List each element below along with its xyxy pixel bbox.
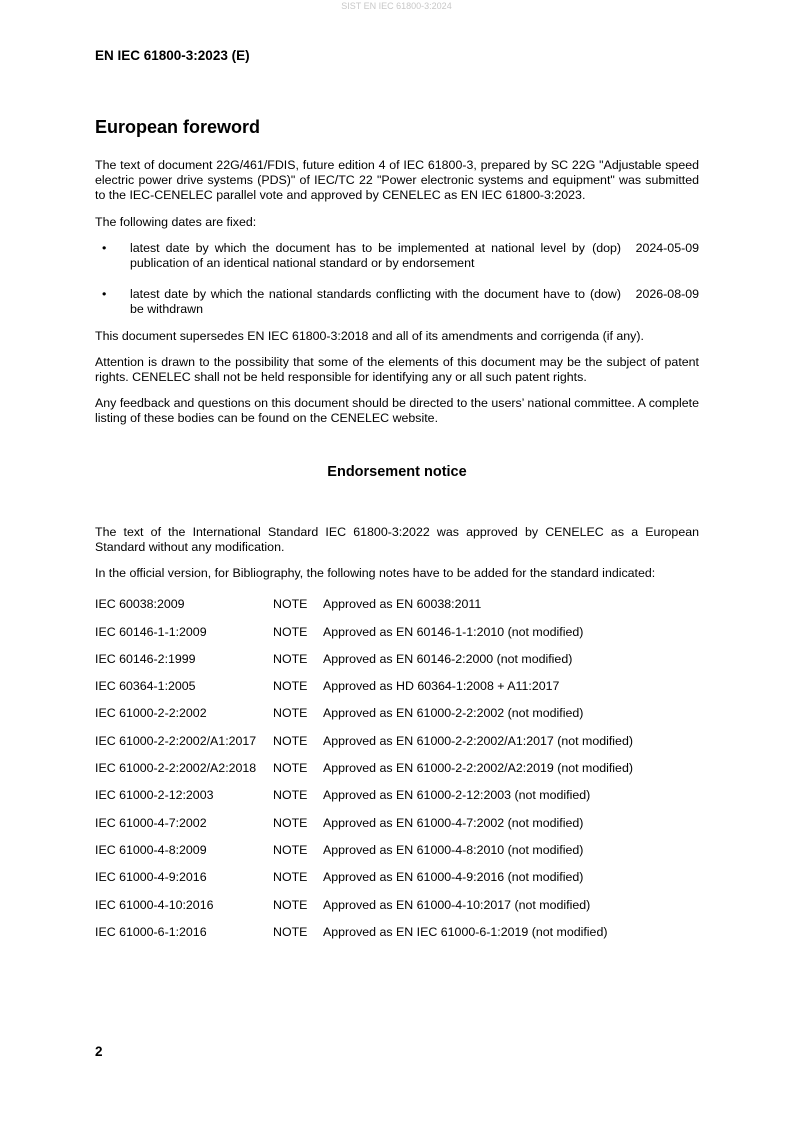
- note-standard: IEC 61000-4-10:2016: [95, 897, 214, 912]
- note-label: NOTE: [273, 842, 308, 857]
- note-row: [95, 679, 699, 706]
- note-text: Approved as EN 61000-4-8:2010 (not modified): [323, 842, 584, 857]
- note-label: NOTE: [273, 897, 308, 912]
- note-text: Approved as EN 61000-4-9:2016 (not modified): [323, 870, 584, 885]
- note-standard: IEC 60146-2:1999: [95, 651, 196, 666]
- note-row: [95, 816, 699, 843]
- note-row: [95, 925, 699, 952]
- document-id: EN IEC 61800-3:2023 (E): [95, 48, 250, 63]
- date-tag: (dop): [592, 240, 621, 255]
- bullet-icon: •: [102, 240, 107, 255]
- date-value: 2024-05-09: [635, 240, 699, 255]
- note-standard: IEC 61000-4-7:2002: [95, 815, 207, 830]
- note-label: NOTE: [273, 651, 308, 666]
- endorsement-title: Endorsement notice: [327, 463, 467, 480]
- list-item: [95, 241, 699, 271]
- watermark: SIST EN IEC 61800-3:2024: [341, 1, 452, 11]
- note-standard: IEC 60364-1:2005: [95, 679, 196, 694]
- note-text: Approved as EN 60038:2011: [323, 597, 482, 612]
- page-content: [95, 116, 699, 952]
- note-standard: IEC 61000-4-9:2016: [95, 870, 207, 885]
- date-description: latest date by which the national standards conflicting with the document have to be withdrawn: [130, 287, 585, 317]
- bibliography-intro-paragraph: In the official version, for Bibliography, the following notes have to be added for the standard indicated:: [95, 566, 656, 581]
- note-label: NOTE: [273, 624, 308, 639]
- note-row: [95, 870, 699, 897]
- feedback-paragraph: Any feedback and questions on this document should be directed to the users’ national committee. A complete listing of these bodies can be found on the CENELEC website.: [95, 396, 699, 426]
- note-row: [95, 625, 699, 652]
- note-row: [95, 788, 699, 815]
- patent-notice-paragraph: Attention is drawn to the possibility that some of the elements of this document may be the subject of patent rights. CENELEC shall not be held responsible for identifying any or all such patent rights.: [95, 354, 699, 385]
- note-label: NOTE: [273, 733, 308, 748]
- note-label: NOTE: [273, 679, 308, 694]
- note-standard: IEC 60038:2009: [95, 597, 185, 612]
- dates-list: [95, 241, 699, 318]
- note-row: [95, 597, 699, 624]
- note-text: Approved as EN 61000-2-2:2002 (not modified): [323, 706, 584, 721]
- note-label: NOTE: [273, 706, 308, 721]
- date-value: 2026-08-09: [635, 287, 699, 302]
- dates-intro-paragraph: The following dates are fixed:: [95, 214, 257, 229]
- note-label: NOTE: [273, 924, 308, 939]
- note-label: NOTE: [273, 815, 308, 830]
- supersedes-paragraph: This document supersedes EN IEC 61800-3:2018 and all of its amendments and corrigenda (if any).: [95, 328, 644, 343]
- note-label: NOTE: [273, 870, 308, 885]
- note-standard: IEC 61000-4-8:2009: [95, 842, 207, 857]
- bullet-icon: •: [102, 287, 107, 302]
- note-row: [95, 652, 699, 679]
- bibliography-notes-list: [95, 597, 699, 952]
- note-standard: IEC 61000-2-2:2002/A1:2017: [95, 733, 257, 748]
- date-description: latest date by which the document has to be implemented at national level by publication of an identical national standard or by endorsement: [130, 240, 585, 271]
- list-item: [95, 287, 699, 317]
- note-text: Approved as EN 61000-2-2:2002/A1:2017 (not modified): [323, 733, 633, 748]
- date-tag: (dow): [590, 287, 621, 302]
- note-standard: IEC 61000-2-2:2002/A2:2018: [95, 761, 257, 776]
- note-row: [95, 734, 699, 761]
- note-label: NOTE: [273, 761, 308, 776]
- endorsement-intro-paragraph: The text of the International Standard IEC 61800-3:2022 was approved by CENELEC as a European Standard without any modification.: [95, 524, 699, 554]
- note-label: NOTE: [273, 597, 308, 612]
- note-label: NOTE: [273, 788, 308, 803]
- note-text: Approved as EN 60146-2:2000 (not modified): [323, 651, 573, 666]
- page-number: 2: [95, 1044, 103, 1059]
- note-row: [95, 761, 699, 788]
- note-text: Approved as EN IEC 61000-6-1:2019 (not modified): [323, 924, 608, 939]
- note-standard: IEC 61000-2-12:2003: [95, 788, 214, 803]
- note-row: [95, 706, 699, 733]
- note-row: [95, 843, 699, 870]
- foreword-intro-paragraph: The text of document 22G/461/FDIS, future edition 4 of IEC 61800-3, prepared by SC 22G "Adjustable speed electric power drive systems (PDS)" of IEC/TC 22 "Power electronic systems and equipment" was submitted to the IEC-CENELEC parallel vote and approved by CENELEC as EN IEC 61800-3:2023.: [95, 158, 699, 203]
- note-standard: IEC 61000-2-2:2002: [95, 706, 207, 721]
- note-text: Approved as HD 60364-1:2008 + A11:2017: [323, 679, 560, 694]
- note-row: [95, 898, 699, 925]
- foreword-title: European foreword: [95, 117, 261, 137]
- note-text: Approved as EN 61000-4-7:2002 (not modified): [323, 815, 584, 830]
- note-standard: IEC 61000-6-1:2016: [95, 924, 207, 939]
- note-text: Approved as EN 60146-1-1:2010 (not modified): [323, 624, 584, 639]
- note-text: Approved as EN 61000-2-12:2003 (not modified): [323, 788, 591, 803]
- note-text: Approved as EN 61000-2-2:2002/A2:2019 (not modified): [323, 761, 633, 776]
- note-text: Approved as EN 61000-4-10:2017 (not modified): [323, 897, 591, 912]
- note-standard: IEC 60146-1-1:2009: [95, 624, 207, 639]
